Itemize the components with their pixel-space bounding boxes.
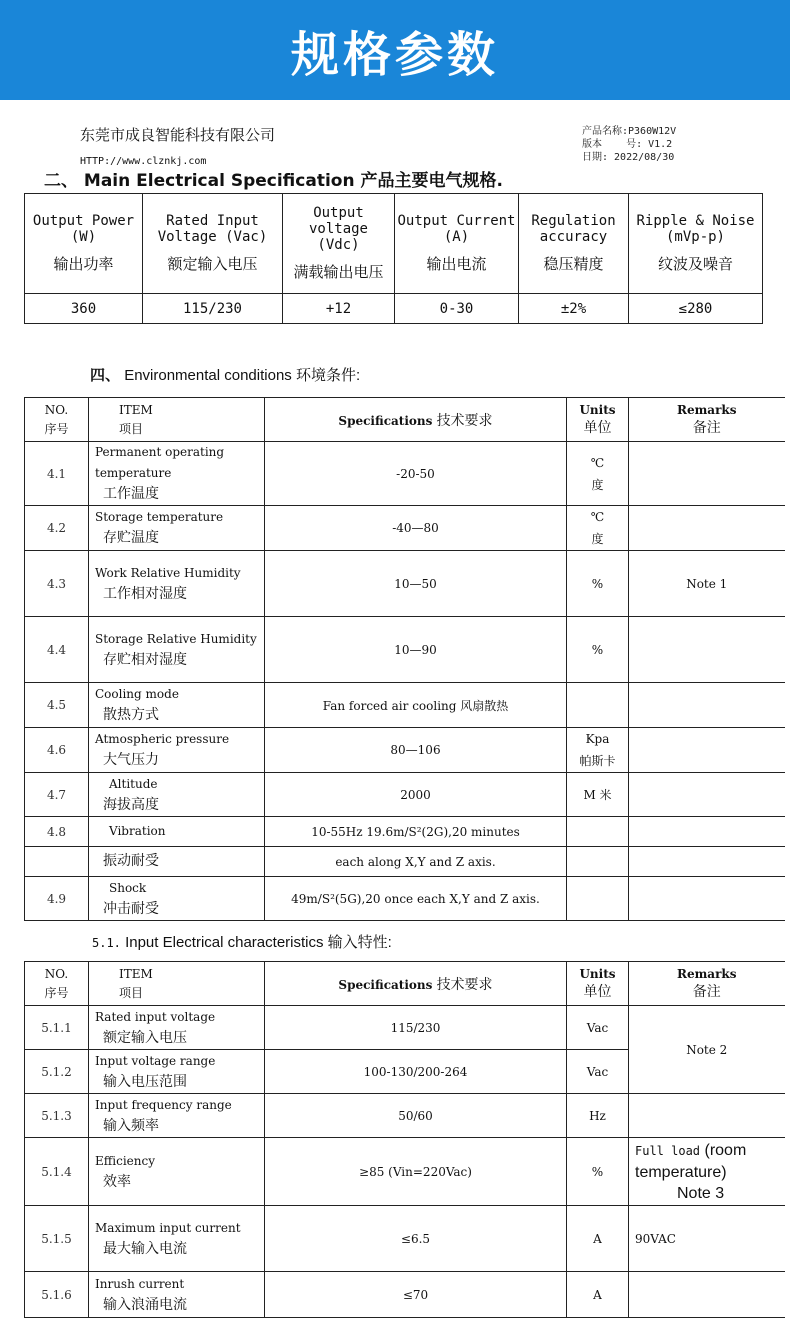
table-row: [25, 506, 785, 551]
row-spec: ≥85 (Vin=220Vac): [265, 1138, 567, 1206]
row-no: 5.1.5: [25, 1206, 89, 1272]
table-row: [25, 617, 785, 683]
env-section-title: 四、 Environmental conditions 环境条件:: [90, 366, 361, 384]
row-item: Input voltage range 输入电压范围: [89, 1050, 265, 1094]
row-unit: [567, 877, 629, 921]
value-output-current: 0-30: [395, 294, 519, 324]
col-ripple-noise: Ripple & Noise (mVp-p) 纹波及噪音: [629, 194, 763, 294]
row-spec: 50/60: [265, 1094, 567, 1138]
row-item: Atmospheric pressure 大气压力: [89, 728, 265, 773]
header-units: Units 单位: [567, 398, 629, 442]
header-remarks: Remarks 备注: [629, 962, 785, 1006]
row-remark: [629, 728, 785, 773]
header-spec: Specifications 技术要求: [265, 962, 567, 1006]
company-name: 东莞市成良智能科技有限公司: [80, 126, 276, 144]
row-no: [25, 847, 89, 877]
header-item: ITEM 项目: [89, 398, 265, 442]
value-output-power: 360: [25, 294, 143, 324]
row-unit: %: [567, 1138, 629, 1206]
row-no: 5.1.2: [25, 1050, 89, 1094]
main-spec-title: 二、 Main Electrical Specification 产品主要电气规格.: [44, 171, 503, 191]
row-unit: ℃ 度: [567, 442, 629, 506]
value-ripple: ≤280: [629, 294, 763, 324]
row-no: 4.1: [25, 442, 89, 506]
row-no: 5.1.4: [25, 1138, 89, 1206]
version: 版本 号: V1.2: [582, 139, 673, 150]
row-item: Inrush current 输入浪涌电流: [89, 1272, 265, 1318]
col-output-power: Output Power (W) 输出功率: [25, 194, 143, 294]
header-spec: Specifications 技术要求: [265, 398, 567, 442]
title-banner: [0, 0, 790, 100]
row-item: Input frequency range 输入频率: [89, 1094, 265, 1138]
banner-title: 规格参数: [290, 26, 499, 83]
row-remark: [629, 773, 785, 817]
row-spec: 10—50: [265, 551, 567, 617]
row-no: 4.7: [25, 773, 89, 817]
table-row: [25, 1006, 785, 1050]
row-spec: 2000: [265, 773, 567, 817]
row-item: Shock 冲击耐受: [89, 877, 265, 921]
table-row: [25, 1272, 785, 1318]
row-no: 4.2: [25, 506, 89, 551]
row-spec: 10—90: [265, 617, 567, 683]
row-remark: [629, 1094, 785, 1138]
row-unit: A: [567, 1272, 629, 1318]
main-spec-table: [24, 193, 763, 324]
row-unit: Vac: [567, 1006, 629, 1050]
row-spec: 115/230: [265, 1006, 567, 1050]
value-output-voltage: +12: [283, 294, 395, 324]
row-spec: each along X,Y and Z axis.: [265, 847, 567, 877]
date: 日期: 2022/08/30: [582, 152, 675, 163]
row-unit: Hz: [567, 1094, 629, 1138]
table-row: [25, 877, 785, 921]
row-spec: 10-55Hz 19.6m/S²(2G),20 minutes: [265, 817, 567, 847]
row-item: 振动耐受: [89, 847, 265, 877]
row-remark: 90VAC: [629, 1206, 785, 1272]
main-spec-value-row: [25, 294, 763, 324]
row-no: 5.1.3: [25, 1094, 89, 1138]
row-unit: M 米: [567, 773, 629, 817]
table-row: [25, 817, 785, 847]
row-remark: [629, 442, 785, 506]
col-output-voltage: Output voltage (Vdc) 满载输出电压: [283, 194, 395, 294]
input-section-title: 5.1. Input Electrical characteristics 输入特性:: [92, 934, 392, 951]
table-row: [25, 551, 785, 617]
table-row: [25, 728, 785, 773]
row-unit: Vac: [567, 1050, 629, 1094]
table-row: [25, 847, 785, 877]
row-item: Altitude 海拔高度: [89, 773, 265, 817]
env-header-row: [25, 398, 785, 442]
row-unit: ℃ 度: [567, 506, 629, 551]
row-spec: 80—106: [265, 728, 567, 773]
row-item: Cooling mode 散热方式: [89, 683, 265, 728]
row-no: 4.5: [25, 683, 89, 728]
note-2: Note 2: [629, 1006, 785, 1094]
table-row: [25, 1094, 785, 1138]
table-row: [25, 773, 785, 817]
table-row: [25, 442, 785, 506]
row-unit: A: [567, 1206, 629, 1272]
header-no: NO. 序号: [25, 398, 89, 442]
row-remark: [629, 683, 785, 728]
row-remark: [629, 817, 785, 847]
main-spec-header-row: [25, 194, 763, 294]
row-item: Storage temperature 存贮温度: [89, 506, 265, 551]
col-rated-input-voltage: Rated Input Voltage (Vac) 额定输入电压: [143, 194, 283, 294]
row-remark: [629, 847, 785, 877]
row-remark: [629, 1272, 785, 1318]
row-no: 4.8: [25, 817, 89, 847]
row-item: Maximum input current 最大输入电流: [89, 1206, 265, 1272]
product-name: 产品名称:P360W12V: [582, 126, 677, 137]
row-unit: %: [567, 617, 629, 683]
document-meta: [582, 125, 676, 164]
row-unit: %: [567, 551, 629, 617]
row-remark: [629, 617, 785, 683]
row-no: 4.3: [25, 551, 89, 617]
input-header-row: [25, 962, 785, 1006]
env-table: [24, 397, 785, 921]
row-spec: ≤70: [265, 1272, 567, 1318]
row-spec: -20-50: [265, 442, 567, 506]
header-remarks: Remarks 备注: [629, 398, 785, 442]
company-url: HTTP://www.clznkj.com: [80, 156, 207, 167]
header-item: ITEM 项目: [89, 962, 265, 1006]
row-spec: -40—80: [265, 506, 567, 551]
row-no: 4.4: [25, 617, 89, 683]
row-spec: 49m/S²(5G),20 once each X,Y and Z axis.: [265, 877, 567, 921]
row-spec: ≤6.5: [265, 1206, 567, 1272]
row-item: Efficiency 效率: [89, 1138, 265, 1206]
row-item: Work Relative Humidity 工作相对湿度: [89, 551, 265, 617]
row-unit: [567, 683, 629, 728]
row-remark: [629, 506, 785, 551]
note-3: Full load (room temperature) Note 3: [629, 1138, 785, 1206]
row-unit: Kpa 帕斯卡: [567, 728, 629, 773]
table-row: [25, 683, 785, 728]
row-remark: Note 1: [629, 551, 785, 617]
row-spec: 100-130/200-264: [265, 1050, 567, 1094]
value-rated-input: 115/230: [143, 294, 283, 324]
row-no: 4.6: [25, 728, 89, 773]
row-no: 5.1.6: [25, 1272, 89, 1318]
row-item: Vibration: [89, 817, 265, 847]
row-no: 4.9: [25, 877, 89, 921]
col-regulation-accuracy: Regulation accuracy 稳压精度: [519, 194, 629, 294]
header-no: NO. 序号: [25, 962, 89, 1006]
row-item: Rated input voltage 额定输入电压: [89, 1006, 265, 1050]
table-row: [25, 1138, 785, 1206]
col-output-current: Output Current (A) 输出电流: [395, 194, 519, 294]
row-remark: [629, 877, 785, 921]
row-item: Permanent operating temperature 工作温度: [89, 442, 265, 506]
row-unit: [567, 817, 629, 847]
row-no: 5.1.1: [25, 1006, 89, 1050]
row-unit: [567, 847, 629, 877]
row-item: Storage Relative Humidity 存贮相对湿度: [89, 617, 265, 683]
input-table: [24, 961, 785, 1318]
table-row: [25, 1206, 785, 1272]
value-regulation: ±2%: [519, 294, 629, 324]
row-spec: Fan forced air cooling 风扇散热: [265, 683, 567, 728]
header-units: Units 单位: [567, 962, 629, 1006]
